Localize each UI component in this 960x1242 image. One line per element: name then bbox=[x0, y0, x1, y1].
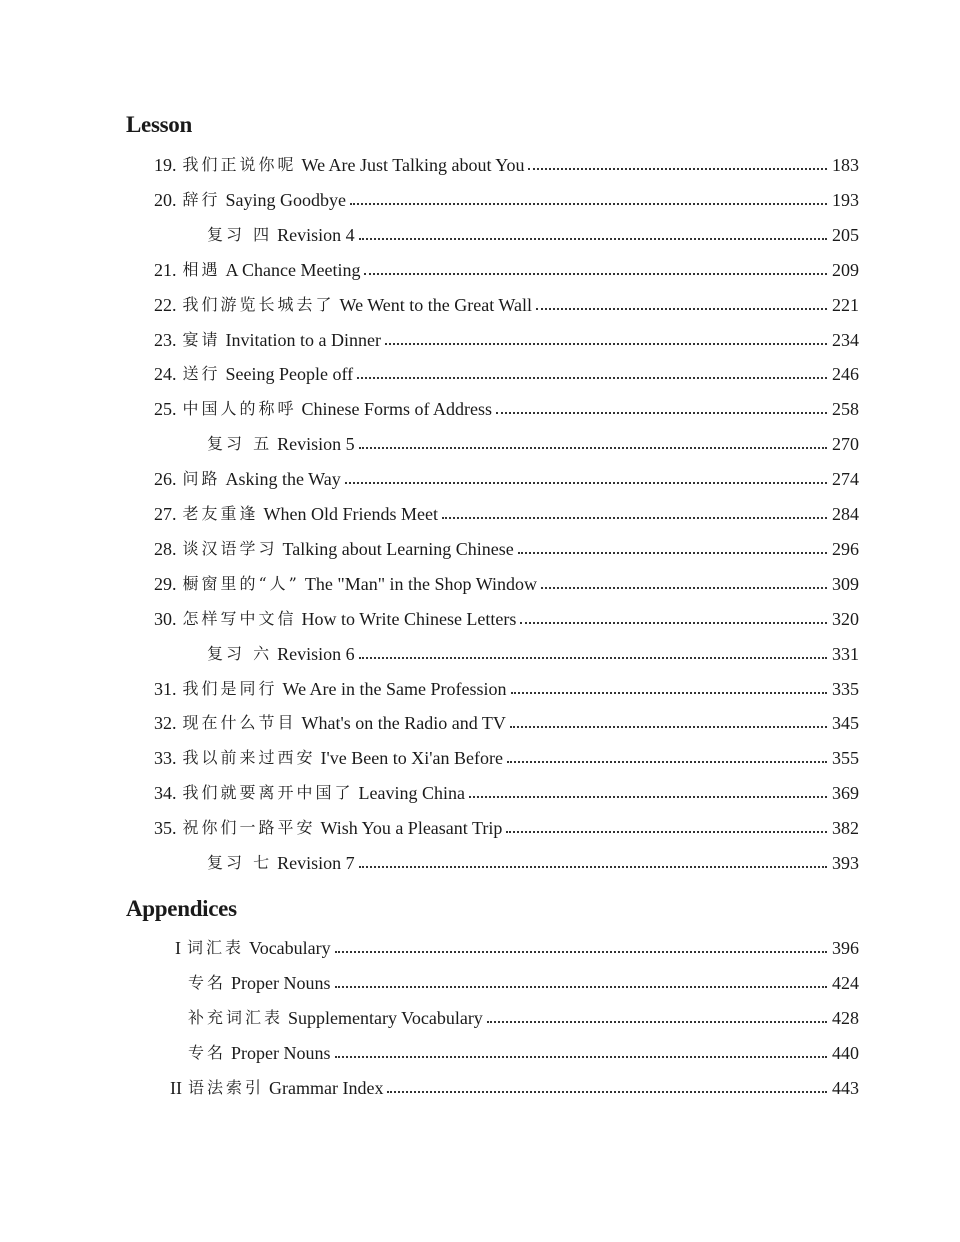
lesson-entry-link[interactable] bbox=[154, 253, 859, 281]
appendix-chinese-title: 语法索引 bbox=[188, 1077, 265, 1097]
lesson-page-number: 320 bbox=[832, 608, 859, 629]
lesson-row bbox=[0, 148, 960, 183]
lesson-row bbox=[0, 776, 960, 811]
lesson-chinese-title: 谈汉语学习 bbox=[182, 538, 278, 558]
lesson-chinese-title: 问路 bbox=[182, 469, 221, 489]
dot-leader bbox=[359, 866, 827, 868]
appendix-entry-link[interactable] bbox=[188, 1001, 859, 1029]
lesson-number: 35. bbox=[154, 818, 177, 839]
appendix-english-title: Proper Nouns bbox=[231, 1042, 331, 1063]
dot-leader bbox=[487, 1021, 827, 1023]
lesson-chinese-title: 中国人的称呼 bbox=[182, 399, 297, 419]
lesson-row bbox=[0, 741, 960, 776]
lesson-entry-link[interactable] bbox=[154, 392, 859, 420]
dot-leader bbox=[511, 692, 827, 694]
dot-leader bbox=[541, 587, 827, 589]
lesson-entry-link[interactable] bbox=[154, 672, 859, 700]
lesson-chinese-title: 祝你们一路平安 bbox=[182, 818, 316, 838]
dot-leader bbox=[496, 412, 827, 414]
lesson-english-title: Leaving China bbox=[358, 783, 465, 804]
appendix-chinese-title: 补充词汇表 bbox=[188, 1007, 284, 1027]
lesson-chinese-title: 复习 四 bbox=[207, 224, 273, 244]
lesson-number: 29. bbox=[154, 573, 177, 594]
lesson-english-title: We Are in the Same Profession bbox=[282, 678, 507, 699]
lesson-english-title: We Went to the Great Wall bbox=[339, 294, 532, 315]
lesson-number: 25. bbox=[154, 399, 177, 420]
appendix-chinese-title: 专名 bbox=[188, 972, 227, 992]
lesson-page-number: 335 bbox=[832, 678, 859, 699]
lesson-english-title: Saying Goodbye bbox=[225, 189, 347, 210]
appendix-english-title: Vocabulary bbox=[249, 938, 331, 958]
lesson-entry-link[interactable] bbox=[154, 532, 859, 560]
lesson-number: 20. bbox=[154, 189, 177, 210]
lesson-chinese-title: 老友重逢 bbox=[182, 504, 259, 523]
lesson-number: 24. bbox=[154, 364, 177, 385]
dot-leader bbox=[357, 377, 827, 379]
lesson-row bbox=[0, 323, 960, 358]
dot-leader bbox=[536, 308, 827, 310]
lesson-english-title: A Chance Meeting bbox=[225, 259, 361, 280]
lesson-row bbox=[0, 462, 960, 497]
lesson-chinese-title: 辞行 bbox=[182, 189, 221, 209]
lesson-english-title: What's on the Radio and TV bbox=[301, 713, 506, 734]
lesson-page-number: 296 bbox=[832, 538, 859, 559]
dot-leader bbox=[469, 796, 827, 798]
lesson-english-title: Talking about Learning Chinese bbox=[282, 538, 514, 559]
lesson-entry-link[interactable] bbox=[207, 427, 859, 455]
appendix-entry-link[interactable] bbox=[188, 966, 859, 994]
lesson-page-number: 205 bbox=[832, 224, 859, 245]
appendix-number: II bbox=[170, 1077, 182, 1098]
lesson-entry-link[interactable] bbox=[154, 497, 859, 525]
dot-leader bbox=[335, 986, 827, 988]
dot-leader bbox=[364, 273, 827, 275]
lesson-chinese-title: 我们游览长城去了 bbox=[182, 294, 335, 314]
lesson-page-number: 183 bbox=[832, 155, 859, 175]
lesson-english-title: Invitation to a Dinner bbox=[225, 329, 381, 350]
appendix-entry-link[interactable] bbox=[162, 1071, 859, 1099]
lesson-row bbox=[0, 672, 960, 707]
lesson-entry-link[interactable] bbox=[207, 218, 859, 246]
lesson-row bbox=[0, 602, 960, 637]
lesson-number: 26. bbox=[154, 469, 177, 490]
lesson-row bbox=[0, 532, 960, 567]
lesson-page-number: 258 bbox=[832, 399, 859, 420]
dot-leader bbox=[385, 343, 827, 345]
lesson-section-heading: Lesson bbox=[126, 112, 192, 137]
lesson-page-number: 345 bbox=[832, 713, 859, 734]
lesson-page-number: 284 bbox=[832, 504, 859, 524]
appendix-entry-link[interactable] bbox=[188, 1036, 859, 1064]
lesson-number: 28. bbox=[154, 538, 177, 559]
lesson-entry-link[interactable] bbox=[154, 602, 859, 630]
lesson-chinese-title: 现在什么节目 bbox=[182, 713, 297, 733]
lesson-number: 21. bbox=[154, 259, 177, 280]
lesson-page-number: 393 bbox=[832, 853, 859, 873]
lesson-row bbox=[0, 427, 960, 462]
lesson-english-title: Seeing People off bbox=[225, 364, 354, 385]
lesson-chinese-title: 我们正说你呢 bbox=[182, 155, 297, 174]
lesson-chinese-title: 复习 六 bbox=[207, 643, 273, 663]
lesson-number: 32. bbox=[154, 713, 177, 734]
lesson-page-number: 331 bbox=[832, 643, 859, 664]
lesson-entry-link[interactable] bbox=[207, 846, 859, 874]
lesson-entry-link[interactable] bbox=[154, 567, 859, 595]
appendix-page-number: 443 bbox=[832, 1077, 859, 1098]
appendix-english-title: Proper Nouns bbox=[231, 972, 331, 993]
appendix-page-number: 424 bbox=[832, 972, 859, 993]
appendix-number: I bbox=[175, 938, 181, 958]
lesson-row bbox=[0, 567, 960, 602]
appendix-english-title: Supplementary Vocabulary bbox=[288, 1007, 483, 1028]
lesson-number: 31. bbox=[154, 678, 177, 699]
appendix-page-number: 428 bbox=[832, 1007, 859, 1028]
lesson-english-title: Wish You a Pleasant Trip bbox=[320, 818, 503, 839]
lesson-english-title: Revision 5 bbox=[277, 434, 355, 455]
appendix-page-number: 440 bbox=[832, 1042, 859, 1063]
appendix-entry-link[interactable] bbox=[166, 931, 859, 959]
lesson-english-title: When Old Friends Meet bbox=[263, 504, 438, 524]
lesson-number: 30. bbox=[154, 608, 177, 629]
appendix-chinese-title: 专名 bbox=[188, 1042, 227, 1062]
lesson-number: 33. bbox=[154, 748, 177, 769]
lesson-chinese-title: 复习 七 bbox=[207, 853, 273, 872]
lesson-entry-link[interactable] bbox=[207, 637, 859, 665]
lesson-page-number: 369 bbox=[832, 783, 859, 804]
lesson-number: 22. bbox=[154, 294, 177, 315]
lesson-chinese-title: 怎样写中文信 bbox=[182, 608, 297, 628]
lesson-page-number: 270 bbox=[832, 434, 859, 455]
lesson-english-title: Revision 7 bbox=[277, 853, 355, 873]
lesson-row bbox=[0, 253, 960, 288]
dot-leader bbox=[506, 831, 827, 833]
appendix-row bbox=[0, 1036, 960, 1071]
lesson-row bbox=[0, 288, 960, 323]
lesson-entry-link[interactable] bbox=[154, 323, 859, 351]
dot-leader bbox=[359, 657, 827, 659]
dot-leader bbox=[518, 552, 827, 554]
lesson-page-number: 382 bbox=[832, 818, 859, 839]
dot-leader bbox=[359, 447, 827, 449]
lesson-page-number: 221 bbox=[832, 294, 859, 315]
appendices-section-heading: Appendices bbox=[126, 896, 237, 921]
lesson-english-title: How to Write Chinese Letters bbox=[301, 608, 517, 629]
lesson-page-number: 309 bbox=[832, 573, 859, 594]
lesson-entry-link[interactable] bbox=[154, 288, 859, 316]
appendix-page-number: 396 bbox=[832, 938, 859, 958]
lesson-row bbox=[0, 392, 960, 427]
lesson-english-title: Revision 6 bbox=[277, 643, 355, 664]
lesson-chinese-title: 宴请 bbox=[182, 329, 221, 349]
lesson-row bbox=[0, 706, 960, 741]
lesson-entry-link[interactable] bbox=[154, 357, 859, 385]
lesson-chinese-title: 橱窗里的“人” bbox=[182, 573, 300, 593]
lesson-entry-link[interactable] bbox=[154, 811, 859, 839]
lesson-row bbox=[0, 218, 960, 253]
lesson-chinese-title: 我以前来过西安 bbox=[182, 748, 316, 768]
lesson-chinese-title: 复习 五 bbox=[207, 434, 273, 454]
dot-leader bbox=[345, 482, 827, 484]
lesson-entry-link[interactable] bbox=[154, 183, 859, 211]
lesson-number: 27. bbox=[154, 504, 177, 524]
lesson-chinese-title: 相遇 bbox=[182, 259, 221, 279]
appendix-row bbox=[0, 1071, 960, 1106]
dot-leader bbox=[359, 238, 827, 240]
lesson-english-title: The "Man" in the Shop Window bbox=[304, 573, 537, 594]
appendix-row bbox=[0, 1001, 960, 1036]
lesson-page-number: 246 bbox=[832, 364, 859, 385]
lesson-row bbox=[0, 357, 960, 392]
dot-leader bbox=[387, 1091, 827, 1093]
dot-leader bbox=[510, 726, 827, 728]
lesson-row bbox=[0, 637, 960, 672]
lesson-english-title: We Are Just Talking about You bbox=[301, 155, 525, 175]
dot-leader bbox=[520, 622, 827, 624]
lesson-english-title: Chinese Forms of Address bbox=[301, 399, 493, 420]
appendix-row bbox=[0, 966, 960, 1001]
lesson-english-title: Asking the Way bbox=[225, 469, 341, 490]
lesson-entry-link[interactable] bbox=[154, 776, 859, 804]
lesson-row bbox=[0, 497, 960, 532]
lesson-english-title: Revision 4 bbox=[277, 224, 355, 245]
lesson-page-number: 274 bbox=[832, 469, 859, 490]
appendix-chinese-title: 词汇表 bbox=[187, 938, 245, 957]
lesson-entry-link[interactable] bbox=[154, 462, 859, 490]
lesson-entry-link[interactable] bbox=[154, 706, 859, 734]
lesson-chinese-title: 我们就要离开中国了 bbox=[182, 783, 354, 803]
lesson-page-number: 355 bbox=[832, 748, 859, 769]
lesson-row bbox=[0, 846, 960, 881]
appendix-english-title: Grammar Index bbox=[269, 1077, 384, 1098]
lesson-entry-link[interactable] bbox=[154, 741, 859, 769]
lesson-number: 19. bbox=[154, 155, 177, 175]
lesson-number: 23. bbox=[154, 329, 177, 350]
dot-leader bbox=[442, 517, 827, 519]
lesson-page-number: 193 bbox=[832, 189, 859, 210]
lesson-row bbox=[0, 811, 960, 846]
dot-leader bbox=[507, 761, 827, 763]
dot-leader bbox=[350, 203, 827, 205]
lesson-entry-link[interactable] bbox=[154, 148, 859, 176]
lesson-number: 34. bbox=[154, 783, 177, 804]
dot-leader bbox=[335, 951, 827, 953]
dot-leader bbox=[335, 1056, 827, 1058]
dot-leader bbox=[528, 168, 827, 170]
lesson-chinese-title: 送行 bbox=[182, 364, 221, 384]
lesson-chinese-title: 我们是同行 bbox=[182, 678, 278, 698]
lesson-page-number: 234 bbox=[832, 329, 859, 350]
appendix-row bbox=[0, 931, 960, 966]
lesson-page-number: 209 bbox=[832, 259, 859, 280]
lesson-row bbox=[0, 183, 960, 218]
lesson-english-title: I've Been to Xi'an Before bbox=[320, 748, 503, 769]
